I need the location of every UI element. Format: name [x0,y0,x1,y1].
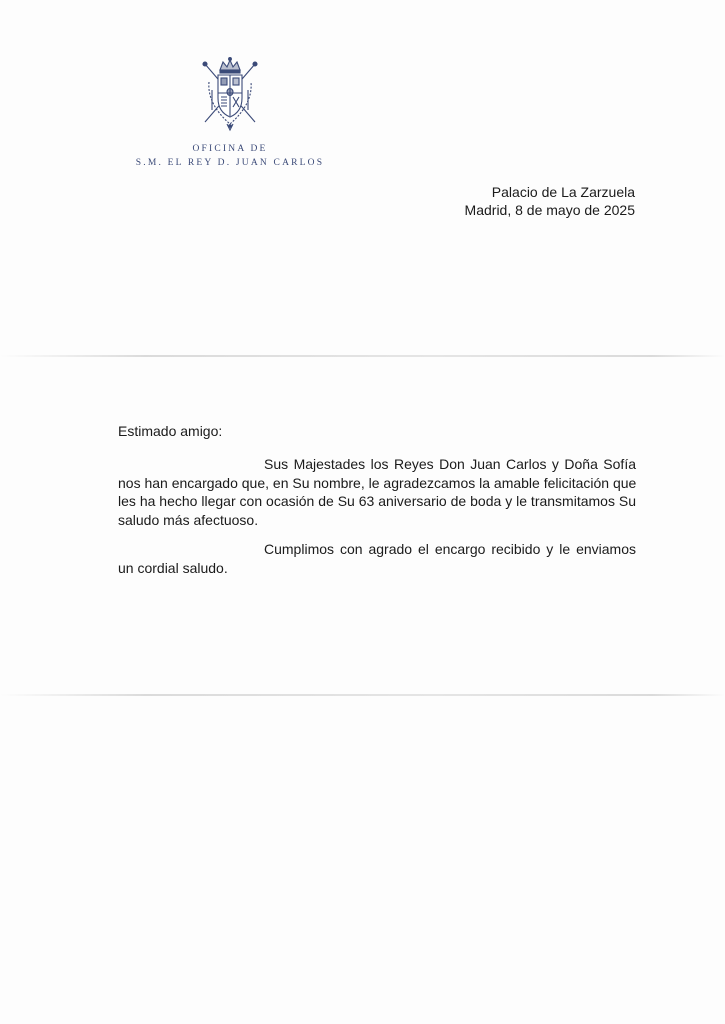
paper-fold-line [0,694,725,696]
paragraph-line: saludo más afectuoso. [118,511,259,528]
paragraph-line: nos han encargado que, en Su nombre, le agradezcamos la amable felicitación que [118,474,637,491]
office-line-2: S.M. EL REY D. JUAN CARLOS [135,158,325,168]
salutation: Estimado amigo: [118,423,223,439]
paragraph-line: Cumplimos con agrado el encargo recibido y le enviamos [264,541,636,557]
paper-fold-line [0,355,725,357]
place-text: Palacio de La Zarzuela [491,184,635,200]
paragraph-line: un cordial saludo. [118,559,228,576]
office-line-1: OFICINA DE [192,144,268,154]
date-text: Madrid, 8 de mayo de 2025 [464,202,635,218]
body-paragraph-1 [118,455,636,529]
office-letterhead [110,142,350,170]
place-and-date [430,183,635,219]
body-paragraph-2 [118,540,636,577]
paragraph-line: Sus Majestades los Reyes Don Juan Carlos y Doña Sofía [264,456,636,472]
paragraph-line: les ha hecho llegar con ocasión de Su 63 aniversario de boda y le transmitamos Su [118,493,636,509]
royal-coat-of-arms-icon [197,56,263,132]
